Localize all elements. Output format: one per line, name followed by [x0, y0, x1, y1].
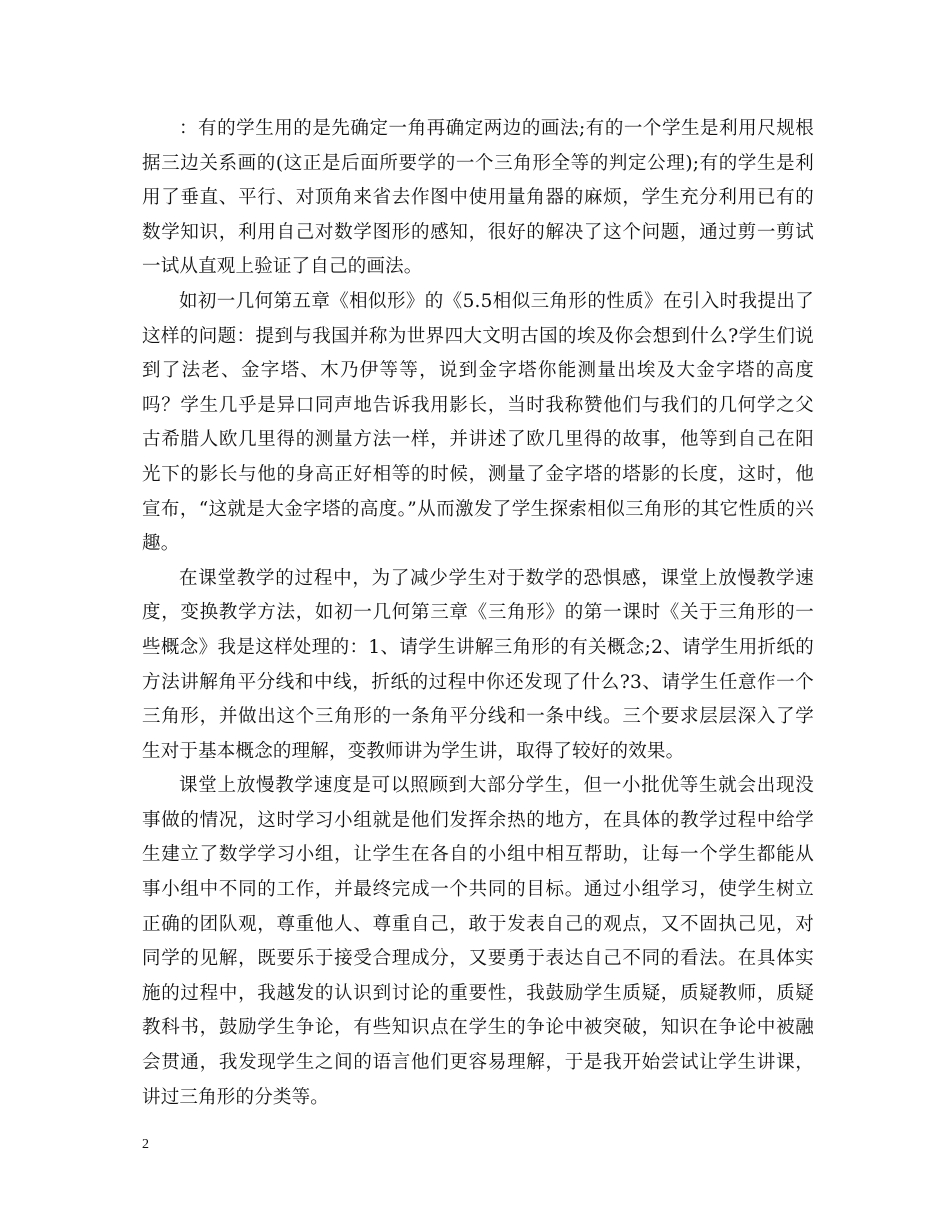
- body-text: [142, 112, 814, 1115]
- paragraph-2: 如初一几何第五章《相似形》的《5.5相似三角形的性质》在引入时我提出了这样的问题：提到与我国并称为世界四大文明古国的埃及你会想到什么?学生们说到了法老、金字塔、木乃伊等等，说到金字塔你能测量出埃及大金字塔的高度吗？学生几乎是异口同声地告诉我用影长，当时我称赞他们与我们的几何学之父古希腊人欧几里得的测量方法一样，并讲述了欧几里得的故事，他等到自己在阳光下的影长与他的身高正好相等的时候，测量了金字塔的塔影的长度，这时，他宣布，“这就是大金字塔的高度。”从而激发了学生探索相似三角形的其它性质的兴趣。: [142, 290, 814, 555]
- paragraph-1: ：有的学生用的是先确定一角再确定两边的画法;有的一个学生是利用尺规根据三边关系画的(这正是后面所要学的一个三角形全等的判定公理);有的学生是利用了垂直、平行、对顶角来省去作图中使用量角器的麻烦，学生充分利用已有的数学知识，利用自己对数学图形的感知，很好的解决了这个问题，通过剪一剪试一试从直观上验证了自己的画法。: [142, 118, 814, 278]
- paragraph-4: 课堂上放慢教学速度是可以照顾到大部分学生，但一小批优等生就会出现没事做的情况，这时学习小组就是他们发挥余热的地方，在具体的教学过程中给学生建立了数学学习小组，让学生在各自的小组中相互帮助，让每一个学生都能从事小组中不同的工作，并最终完成一个共同的目标。通过小组学习，使学生树立正确的团队观，尊重他人、尊重自己，敢于发表自己的观点，又不固执己见，对同学的见解，既要乐于接受合理成分，又要勇于表达自己不同的看法。在具体实施的过程中，我越发的认识到讨论的重要性，我鼓励学生质疑，质疑教师，质疑教科书，鼓励学生争论，有些知识点在学生的争论中被突破，知识在争论中被融会贯通，我发现学生之间的语言他们更容易理解，于是我开始尝试让学生讲课，讲过三角形的分类等。: [142, 775, 814, 1108]
- paragraph-3: 在课堂教学的过程中，为了减少学生对于数学的恐惧感，课堂上放慢教学速度，变换教学方法，如初一几何第三章《三角形》的第一课时《关于三角形的一些概念》我是这样处理的：1、请学生讲解三角形的有关概念;2、请学生用折纸的方法讲解角平分线和中线，折纸的过程中你还发现了什么?3、请学生任意作一个三角形，并做出这个三角形的一条角平分线和一条中线。三个要求层层深入了学生对于基本概念的理解，变教师讲为学生讲，取得了较好的效果。: [142, 567, 814, 762]
- page-number: 2: [142, 1137, 149, 1152]
